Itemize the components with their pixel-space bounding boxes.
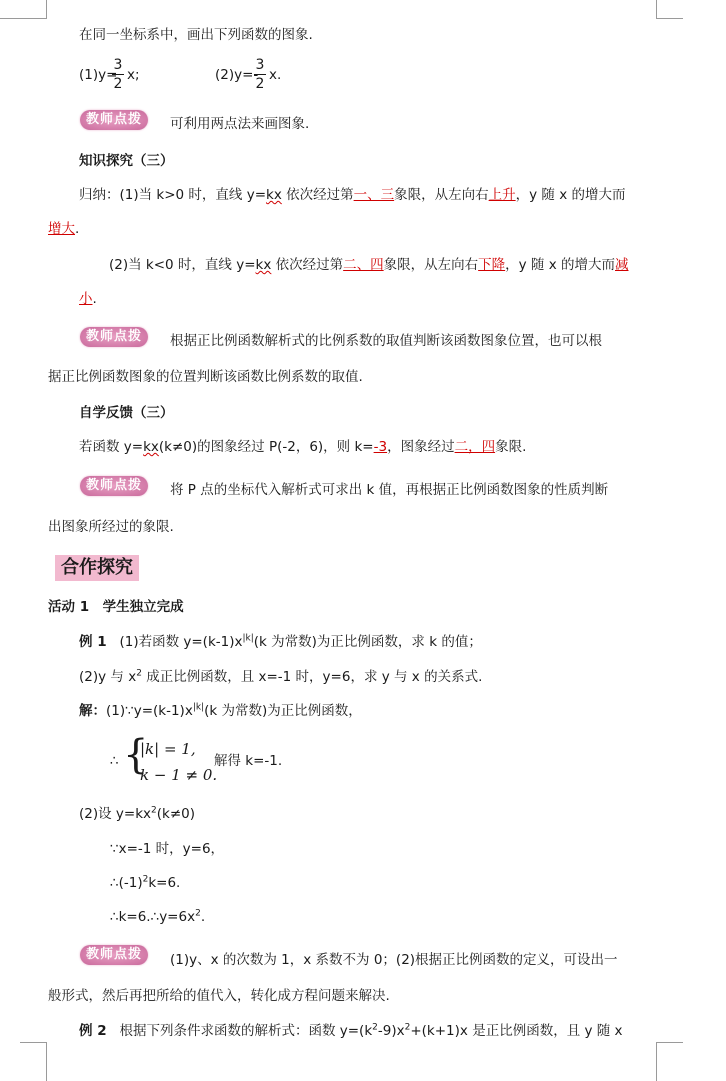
crop-mark-top-left: [0, 0, 47, 19]
induction-line-3: (2)当 k<0 时，直线 y=kx 依次经过第二、四象限，从左向右下降，y 随 x 的增大而减: [109, 257, 629, 273]
intro-item-2-suffix: x.: [269, 67, 282, 83]
teacher-tip-badge-3: 教师点拨: [80, 476, 148, 496]
solution-line-1: 解：$(1)\because y=(k-1)x^{|k|}(k$ 为常数)为正比例函数，: [79, 702, 362, 719]
intro-item-2: (2)y=-: [215, 67, 259, 83]
induction-line-4: 小.: [79, 291, 97, 307]
solution-line-2: (2)设 $y=kx^2(k\ne 0)$: [79, 805, 196, 822]
heading-feedback-3: 自学反馈（三）: [79, 405, 174, 421]
fraction-2: 3 2: [255, 57, 265, 92]
solution-line-4: $\therefore(-1)^2k=6$.: [110, 874, 181, 891]
solve-result: 解得 k=-1.: [214, 753, 283, 769]
intro-line: 在同一坐标系中，画出下列函数的图象.: [79, 27, 313, 43]
example-2-line: 例 2 根据下列条件求函数的解析式：函数 $y=(k^2-9)x^2+(k+1)x$ 是正比例函数，且 y 随 x: [79, 1022, 623, 1039]
tip-1-text: 可利用两点法来画图象.: [170, 116, 310, 132]
teacher-tip-badge-2: 教师点拨: [80, 327, 148, 347]
tip-4-line-2: 般形式，然后再把所给的值代入，转化成方程问题来解决.: [48, 988, 390, 1004]
activity-1-heading: 活动 1 学生独立完成: [48, 599, 184, 615]
teacher-tip-badge-1: 教师点拨: [80, 110, 148, 130]
heading-knowledge-3: 知识探究（三）: [79, 153, 174, 169]
feedback-line: 若函数 y=kx(k≠0)的图象经过 P(-2，6)，则 k=-3，图象经过二，四象限.: [79, 439, 527, 455]
therefore-symbol: ∴: [110, 753, 119, 769]
tip-3-line-2: 出图象所经过的象限.: [48, 519, 174, 535]
system-brace: {: [123, 732, 149, 778]
tip-3-line-1: 将 P 点的坐标代入解析式可求出 k 值，再根据正比例函数图象的性质判断: [170, 482, 609, 498]
example-1-question-1: 例 1 (1)若函数 $y=(k-1)x^{|k|}(k$ 为常数)为正比例函数，求 k 的值；: [79, 633, 482, 650]
induction-line-1: 归纳：(1)当 k>0 时，直线 y=kx 依次经过第一、三象限，从左向右上升，y 随 x 的增大而: [79, 187, 626, 203]
section-cooperative-inquiry: 合作探究: [55, 555, 139, 581]
solution-line-5: $\therefore k=6.\therefore y=6x^2$.: [110, 908, 206, 925]
system-equation-2: k − 1 ≠ 0.: [140, 766, 218, 784]
tip-4-line-1: (1)y、x 的次数为 1，x 系数不为 0；(2)根据正比例函数的定义，可设出一: [170, 952, 618, 968]
crop-mark-bottom-left: [20, 1042, 47, 1081]
teacher-tip-badge-4: 教师点拨: [80, 945, 148, 965]
intro-item-1: (1)y=: [79, 67, 118, 83]
tip-2-line-1: 根据正比例函数解析式的比例系数的取值判断该函数图象位置，也可以根: [170, 333, 602, 349]
example-1-question-2: (2)y 与 $x^2$ 成正比例函数，且 x=-1 时，y=6，求 y 与 x 的关系式.: [79, 668, 483, 685]
crop-mark-bottom-right: [656, 1042, 683, 1081]
fraction-1: 3 2: [113, 57, 123, 92]
tip-2-line-2: 据正比例函数图象的位置判断该函数比例系数的取值.: [48, 369, 363, 385]
solution-line-3: ∵x=-1 时，y=6，: [110, 841, 225, 857]
induction-line-2: 增大.: [48, 221, 80, 237]
crop-mark-top-right: [656, 0, 683, 19]
intro-item-1-suffix: x;: [127, 67, 140, 83]
system-equation-1: |k| = 1,: [140, 740, 196, 758]
